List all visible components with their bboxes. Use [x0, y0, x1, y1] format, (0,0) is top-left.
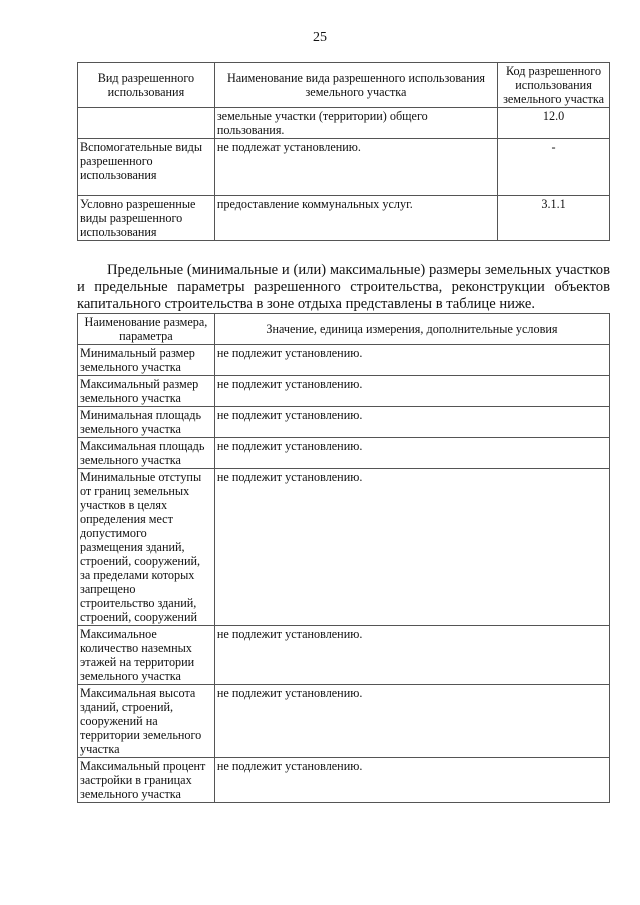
param-value-cell: не подлежит установлению.: [214, 438, 609, 469]
param-value-cell: не подлежит установлению.: [214, 758, 609, 803]
table-row: [78, 196, 610, 241]
param-value-cell: не подлежит установлению.: [214, 626, 609, 685]
body-paragraph: Предельные (минимальные и (или) максимальные) размеры земельных участков и предельные параметры разрешенного строительства, реконструкции объектов капитального строительства в зоне отдыха представлены в таблице ниже.: [77, 262, 610, 312]
param-name-cell: Минимальные отступы от границ земельных участков в целях определения мест допустимого размещения зданий, строений, сооружений, за пределами которых запрещено строительство зданий, строений, сооружений: [78, 469, 215, 626]
table-row: [78, 108, 610, 139]
table-row: [78, 139, 610, 196]
param-value-cell: не подлежит установлению.: [214, 376, 609, 407]
permitted-use-table: [77, 62, 610, 241]
param-name-cell: Минимальный размер земельного участка: [78, 345, 215, 376]
param-name-cell: Максимальный размер земельного участка: [78, 376, 215, 407]
use-code-cell: 12.0: [498, 108, 610, 139]
table-header-row: [78, 314, 610, 345]
use-code-cell: -: [498, 139, 610, 196]
param-name-cell: Максимальный процент застройки в границах земельного участка: [78, 758, 215, 803]
header-cell: Вид разрешенного использования: [78, 63, 215, 108]
parameters-table: [77, 313, 610, 803]
header-cell: Наименование вида разрешенного использования земельного участка: [214, 63, 497, 108]
use-kind-cell: [78, 108, 215, 139]
param-name-cell: Максимальная площадь земельного участка: [78, 438, 215, 469]
use-kind-cell: Вспомогательные виды разрешенного использования: [78, 139, 215, 196]
param-value-cell: не подлежит установлению.: [214, 407, 609, 438]
table-row: [78, 469, 610, 626]
use-name-cell: земельные участки (территории) общего пользования.: [214, 108, 497, 139]
use-code-cell: 3.1.1: [498, 196, 610, 241]
header-cell: Код разрешенного использования земельного участка: [498, 63, 610, 108]
param-value-cell: не подлежит установлению.: [214, 685, 609, 758]
table-row: [78, 758, 610, 803]
table-row: [78, 438, 610, 469]
table-row: [78, 407, 610, 438]
table-row: [78, 685, 610, 758]
param-value-cell: не подлежит установлению.: [214, 469, 609, 626]
use-kind-cell: Условно разрешенные виды разрешенного использования: [78, 196, 215, 241]
param-name-cell: Максимальная высота зданий, строений, сооружений на территории земельного участка: [78, 685, 215, 758]
header-cell: Наименование размера, параметра: [78, 314, 215, 345]
table-row: [78, 376, 610, 407]
use-name-cell: предоставление коммунальных услуг.: [214, 196, 497, 241]
use-name-cell: не подлежат установлению.: [214, 139, 497, 196]
header-cell: Значение, единица измерения, дополнительные условия: [214, 314, 609, 345]
param-name-cell: Максимальное количество наземных этажей на территории земельного участка: [78, 626, 215, 685]
param-name-cell: Минимальная площадь земельного участка: [78, 407, 215, 438]
param-value-cell: не подлежит установлению.: [214, 345, 609, 376]
table-header-row: [78, 63, 610, 108]
table-row: [78, 626, 610, 685]
table-row: [78, 345, 610, 376]
page-number: 25: [313, 30, 327, 45]
